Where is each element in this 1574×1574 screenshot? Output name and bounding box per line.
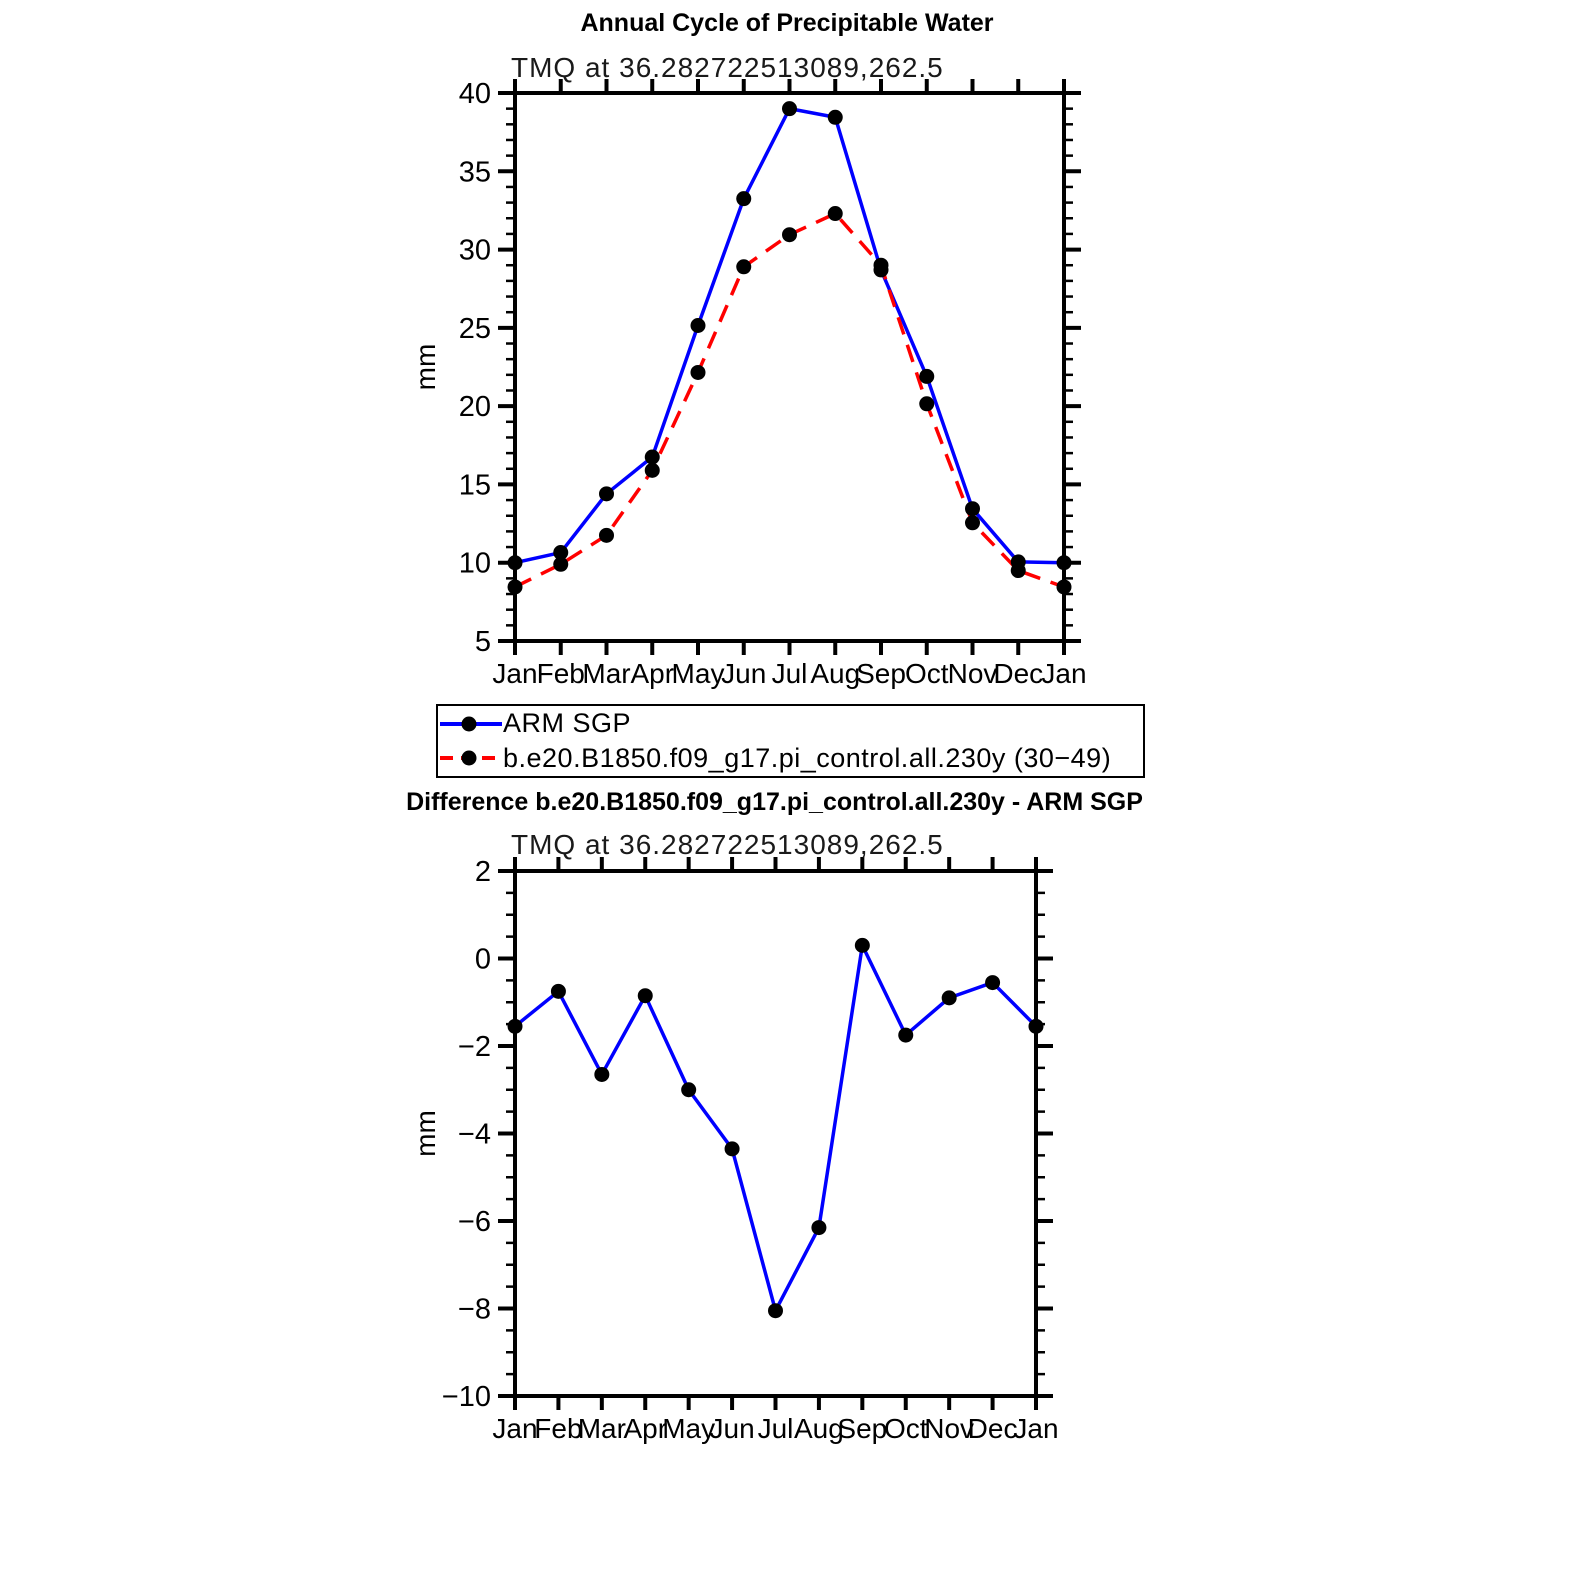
legend [436, 704, 1145, 778]
legend-row-model [438, 741, 1143, 775]
data-point [828, 110, 843, 125]
y-tick-label: 35 [458, 156, 491, 189]
data-point [919, 396, 934, 411]
y-tick-label: 2 [474, 856, 491, 888]
data-point [645, 450, 660, 465]
y-tick-label: 30 [458, 234, 491, 267]
y-tick-label: 15 [458, 469, 491, 502]
y-tick-label: 40 [458, 78, 491, 110]
data-point [782, 101, 797, 116]
data-point [553, 557, 568, 572]
data-point [874, 258, 889, 273]
data-point [919, 369, 934, 384]
data-point [551, 984, 566, 999]
data-point [599, 486, 614, 501]
data-point [645, 463, 660, 478]
x-tick-label: Apr [630, 658, 675, 689]
x-tick-label: Feb [534, 1413, 583, 1444]
chart-panel-0 [410, 78, 1087, 689]
x-tick-label: Nov [924, 1413, 975, 1444]
y-tick-label: −6 [457, 1206, 491, 1238]
legend-row-obs [438, 707, 1143, 741]
y-tick-label: −8 [457, 1293, 491, 1326]
y-tick-label: 25 [458, 312, 491, 345]
series-line-1 [515, 214, 1064, 587]
y-axis-label: mm [410, 1110, 441, 1157]
data-point [898, 1028, 913, 1043]
x-tick-label: Oct [904, 658, 949, 689]
y-tick-label: 0 [474, 943, 491, 976]
data-point [638, 988, 653, 1003]
x-tick-label: Jan [492, 658, 538, 689]
x-tick-label: Jan [1013, 1413, 1059, 1444]
x-tick-label: Apr [623, 1413, 668, 1444]
data-point [768, 1303, 783, 1318]
data-point [965, 515, 980, 530]
y-tick-label: −2 [457, 1031, 491, 1063]
x-tick-label: Aug [794, 1413, 844, 1444]
x-tick-label: Jan [492, 1413, 538, 1444]
data-point [855, 938, 870, 953]
y-axis-label: mm [410, 343, 441, 391]
x-tick-label: Aug [810, 658, 861, 689]
data-point [594, 1067, 609, 1082]
x-tick-label: Jul [771, 658, 808, 689]
x-tick-label: Mar [577, 1413, 626, 1444]
x-tick-label: Mar [582, 658, 631, 689]
data-point [736, 191, 751, 206]
data-point [1029, 1019, 1044, 1034]
data-point [965, 501, 980, 516]
model-line-sample-icon [440, 748, 502, 768]
data-point [725, 1141, 740, 1156]
data-point [942, 990, 957, 1005]
x-tick-label: Feb [536, 658, 585, 689]
data-point [1057, 555, 1072, 570]
legend-marker-dot [462, 716, 477, 731]
legend-marker-dot [462, 751, 477, 766]
chart-panel-1 [410, 856, 1059, 1444]
series-line-0 [515, 945, 1036, 1310]
x-tick-label: Nov [947, 658, 998, 689]
x-tick-label: Dec [993, 658, 1044, 689]
data-point [599, 528, 614, 543]
series-line-0 [515, 109, 1064, 563]
y-tick-label: −4 [457, 1118, 491, 1151]
x-tick-label: Sep [837, 1413, 888, 1444]
x-tick-label: Jun [721, 658, 767, 689]
data-point [811, 1220, 826, 1235]
axis-box [515, 93, 1064, 641]
x-tick-label: May [662, 1413, 716, 1444]
diff-chart-subtitle: TMQ at 36.282722513089,262.5 [511, 829, 944, 860]
data-point [1057, 579, 1072, 594]
data-point [691, 365, 706, 380]
data-point [691, 318, 706, 333]
x-tick-label: Jul [757, 1413, 794, 1444]
y-tick-label: 5 [474, 626, 491, 658]
data-point [782, 227, 797, 242]
data-point [1011, 563, 1026, 578]
x-tick-label: Oct [883, 1413, 928, 1444]
y-tick-label: 20 [458, 391, 491, 424]
top-chart-subtitle: TMQ at 36.282722513089,262.5 [511, 52, 944, 83]
x-tick-label: Sep [856, 658, 906, 689]
y-tick-label: −10 [441, 1381, 491, 1413]
legend-label-model: b.e20.B1850.f09_g17.pi_control.all.230y (30−49) [503, 742, 1112, 773]
data-point [681, 1082, 696, 1097]
data-point [736, 259, 751, 274]
data-point [508, 555, 523, 570]
top-chart-title: Annual Cycle of Precipitable Water [580, 9, 994, 37]
x-tick-label: Jun [709, 1413, 755, 1444]
data-point [985, 975, 1000, 990]
data-point [508, 1019, 523, 1034]
x-tick-label: Dec [967, 1413, 1018, 1444]
y-tick-label: 10 [458, 547, 491, 580]
data-point [828, 206, 843, 221]
x-tick-label: May [671, 658, 725, 689]
data-point [508, 579, 523, 594]
obs-line-sample-icon [440, 714, 502, 734]
x-tick-label: Jan [1041, 658, 1087, 689]
diff-chart-title: Difference b.e20.B1850.f09_g17.pi_control.all.230y - ARM SGP [406, 788, 1143, 816]
legend-label-obs: ARM SGP [503, 708, 632, 739]
